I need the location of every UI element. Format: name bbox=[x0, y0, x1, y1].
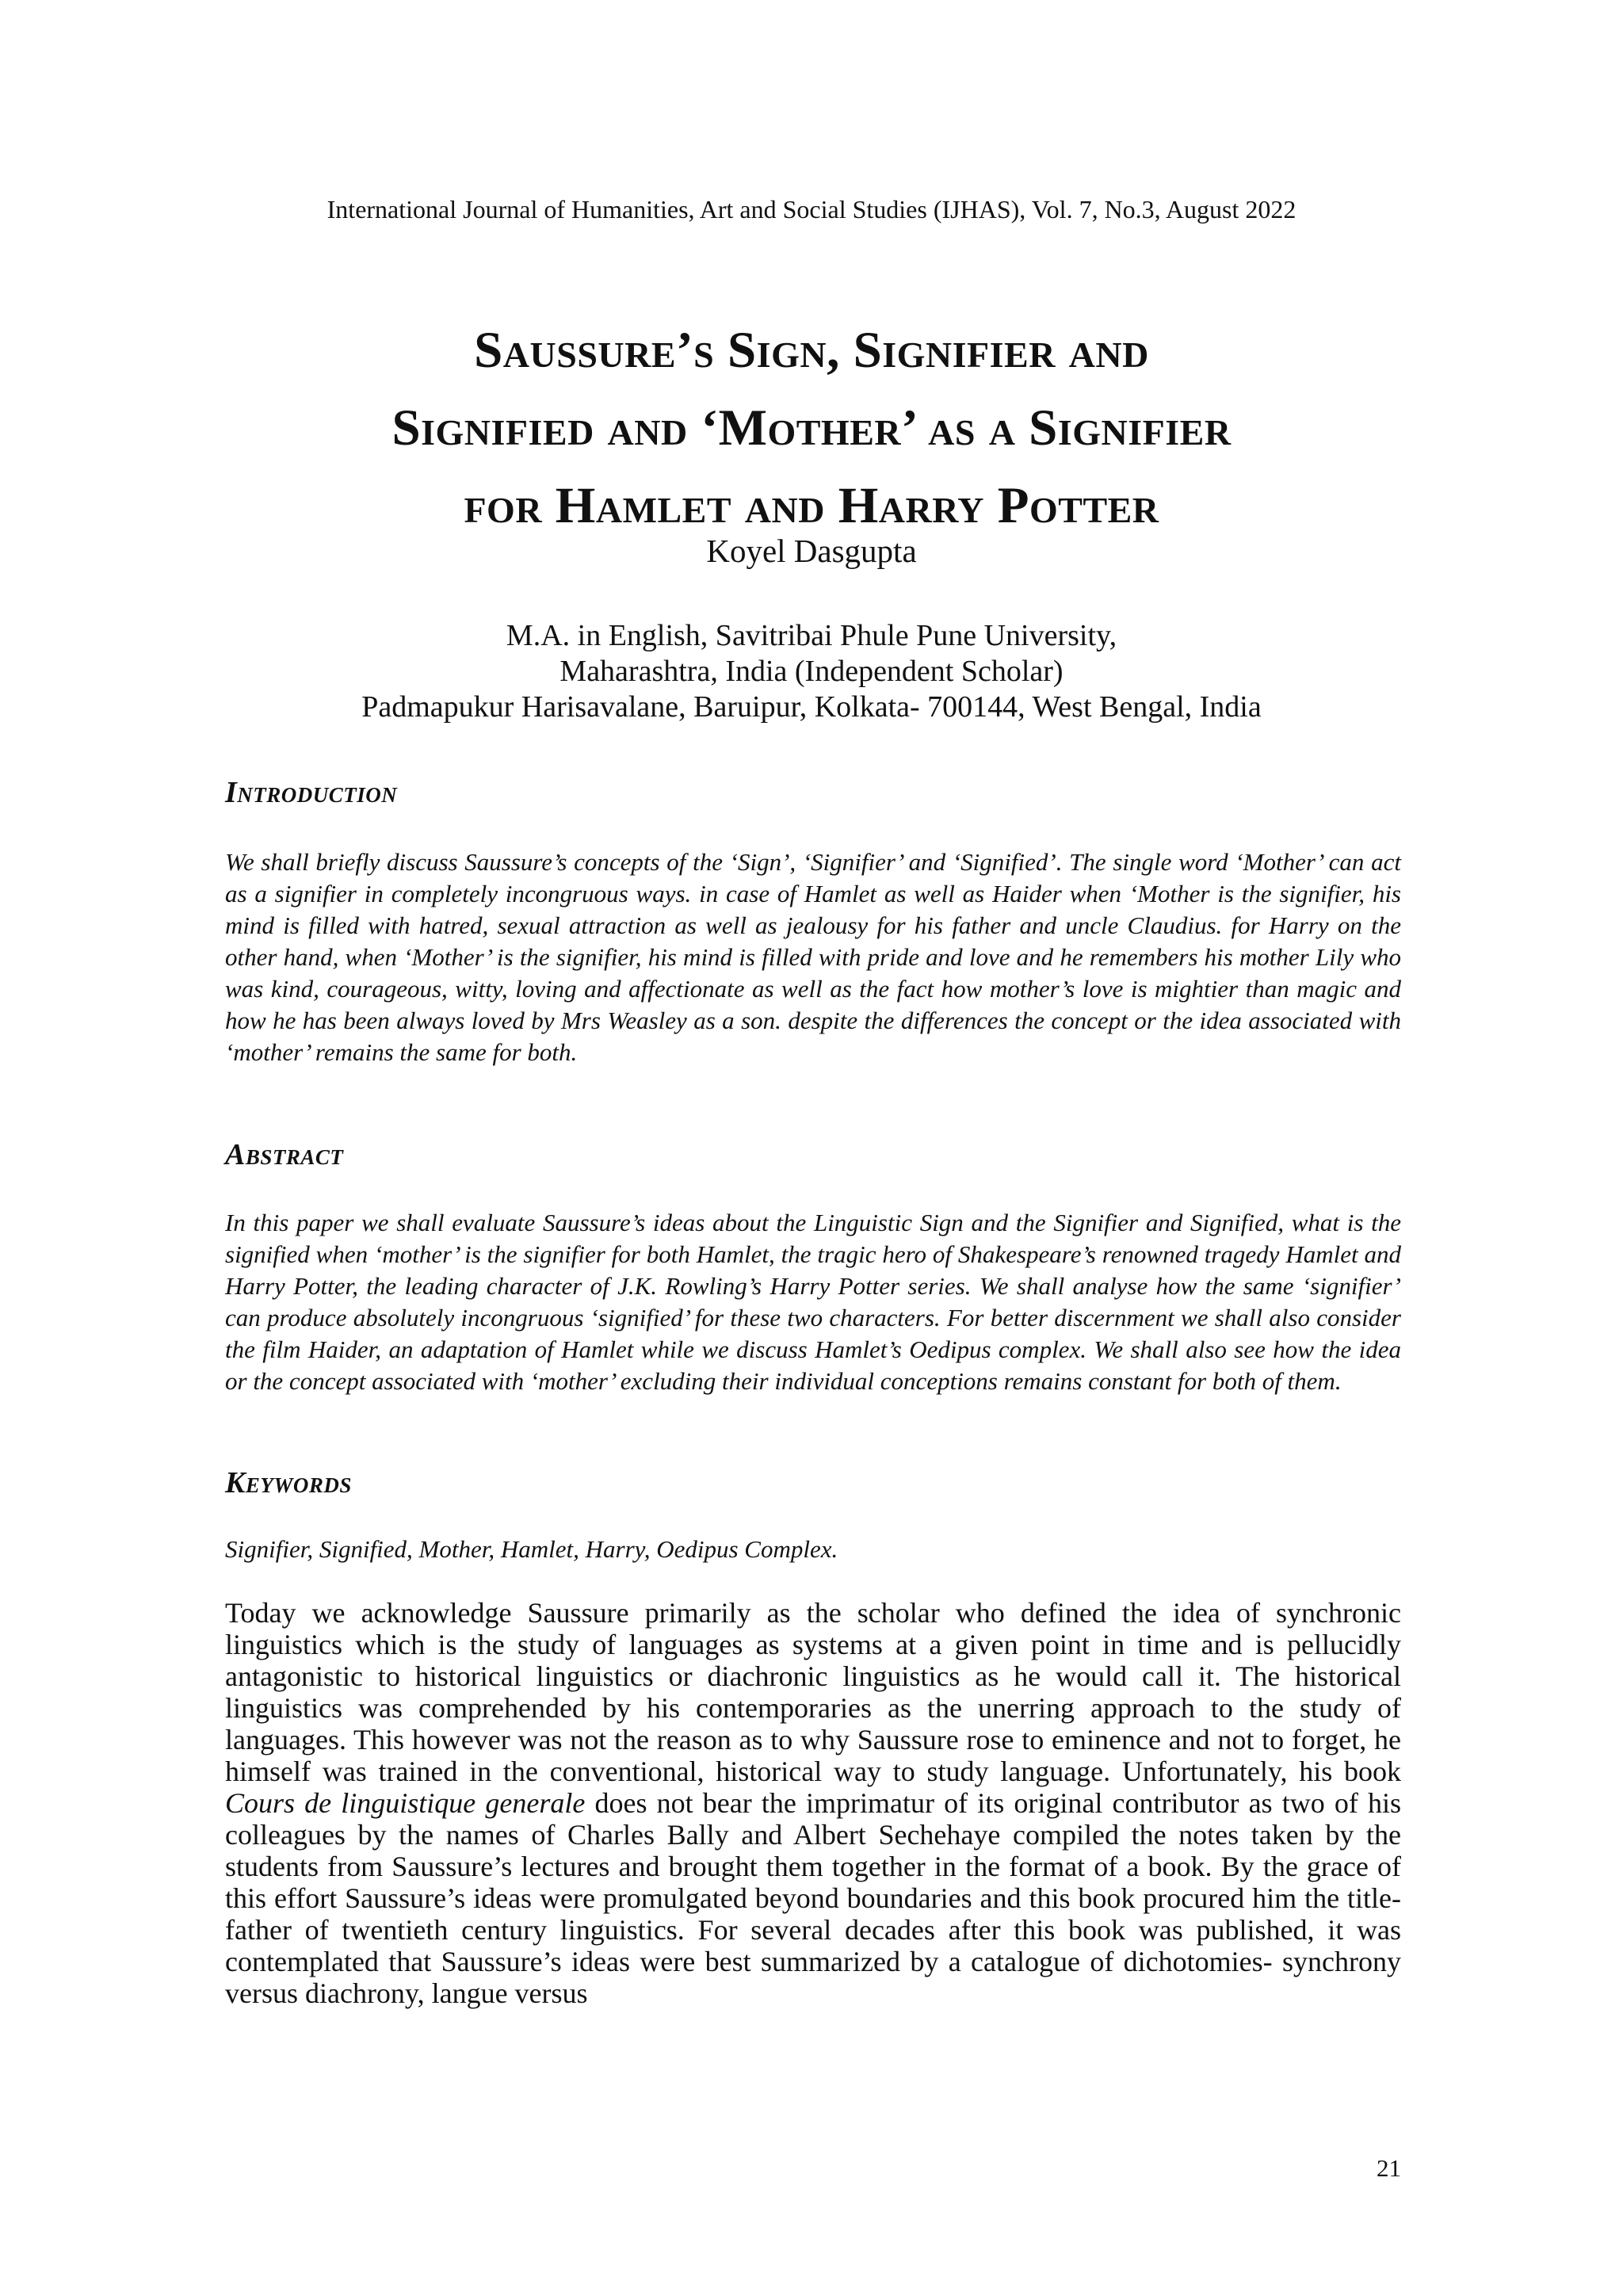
abstract-heading: Abstract bbox=[225, 1138, 344, 1171]
body-text-part-2: does not bear the imprimatur of its original contributor as two of his colleagues by the names of Charles Bally and Albert Sechehaye compiled the notes taken by the students from Saussure’s lectures and brought them together in the format of a book. By the grace of this effort Saussure’s ideas were promulgated beyond boundaries and this book procured him the title- father of twentieth century linguistics. For several decades after this book was published, it was contemplated that Saussure’s ideas were best summarized by a catalogue of dichotomies- synchrony versus diachrony, langue versus bbox=[225, 1787, 1401, 2009]
author-affiliation bbox=[0, 618, 1623, 725]
affiliation-line: M.A. in English, Savitribai Phule Pune University, bbox=[506, 619, 1117, 652]
title-line: Signified and ‘Mother’ as a Signifier bbox=[391, 399, 1232, 457]
introduction-heading: Introduction bbox=[225, 776, 398, 809]
body-text-part-1: Today we acknowledge Saussure primarily as the scholar who defined the idea of synchronic linguistics which is the study of languages as systems at a given point in time and is pellucidly antagonistic to historical linguistics or diachronic linguistics as he would call it. The historical linguistics was comprehended by his contemporaries as the unerring approach to the study of languages. This however was not the reason as to why Saussure rose to eminence and not to forget, he himself was trained in the conventional, historical way to study language. Unfortunately, his book bbox=[225, 1597, 1401, 1787]
title-line: for Hamlet and Harry Potter bbox=[464, 477, 1159, 534]
affiliation-line: Padmapukur Harisavalane, Baruipur, Kolkata- 700144, West Bengal, India bbox=[361, 690, 1262, 724]
paper-title bbox=[0, 311, 1623, 544]
introduction-text: We shall briefly discuss Saussure’s concepts of the ‘Sign’, ‘Signifier’ and ‘Signified’. The single word ‘Mother’ can act as a signifier in completely incongruous ways. in case of Hamlet as well as Haider when ‘Mother is the signifier, his mind is filled with hatred, sexual attraction as well as jealousy for his father and uncle Claudius. for Harry on the other hand, when ‘Mother’ is the signifier, his mind is filled with pride and love and he remembers his mother Lily who was kind, courageous, witty, loving and affectionate as well as the fact how mother’s love is mightier than magic and how he has been always loved by Mrs Weasley as a son. despite the differences the concept or the idea associated with ‘mother’ remains the same for both. bbox=[225, 848, 1401, 1066]
keywords-heading: Keywords bbox=[225, 1466, 352, 1499]
author-name: Koyel Dasgupta bbox=[706, 533, 917, 569]
keywords-text: Signifier, Signified, Mother, Hamlet, Harry, Oedipus Complex. bbox=[225, 1535, 838, 1563]
title-line: Saussure’s Sign, Signifier and bbox=[474, 322, 1149, 379]
abstract-text: In this paper we shall evaluate Saussure’s ideas about the Linguistic Sign and the Signifier and Signified, what is the signified when ‘mother’ is the signifier for both Hamlet, the tragic hero of Shakespeare’s renowned tragedy Hamlet and Harry Potter, the leading character of J.K. Rowling’s Harry Potter series. We shall analyse how the same ‘signifier’ can produce absolutely incongruous ‘signified’ for these two characters. For better discernment we shall also consider the film Haider, an adaptation of Hamlet while we discuss Hamlet’s Oedipus complex. We shall also see how the idea or the concept associated with ‘mother’ excluding their individual conceptions remains constant for both of them. bbox=[225, 1209, 1401, 1395]
body-paragraph bbox=[225, 1597, 1401, 2009]
running-header: International Journal of Humanities, Art and Social Studies (IJHAS), Vol. 7, No.3, August 2022 bbox=[327, 195, 1296, 223]
affiliation-line: Maharashtra, India (Independent Scholar) bbox=[559, 655, 1064, 688]
page-number: 21 bbox=[1377, 2154, 1401, 2182]
book-title-italic: Cours de linguistique generale bbox=[225, 1787, 586, 1819]
